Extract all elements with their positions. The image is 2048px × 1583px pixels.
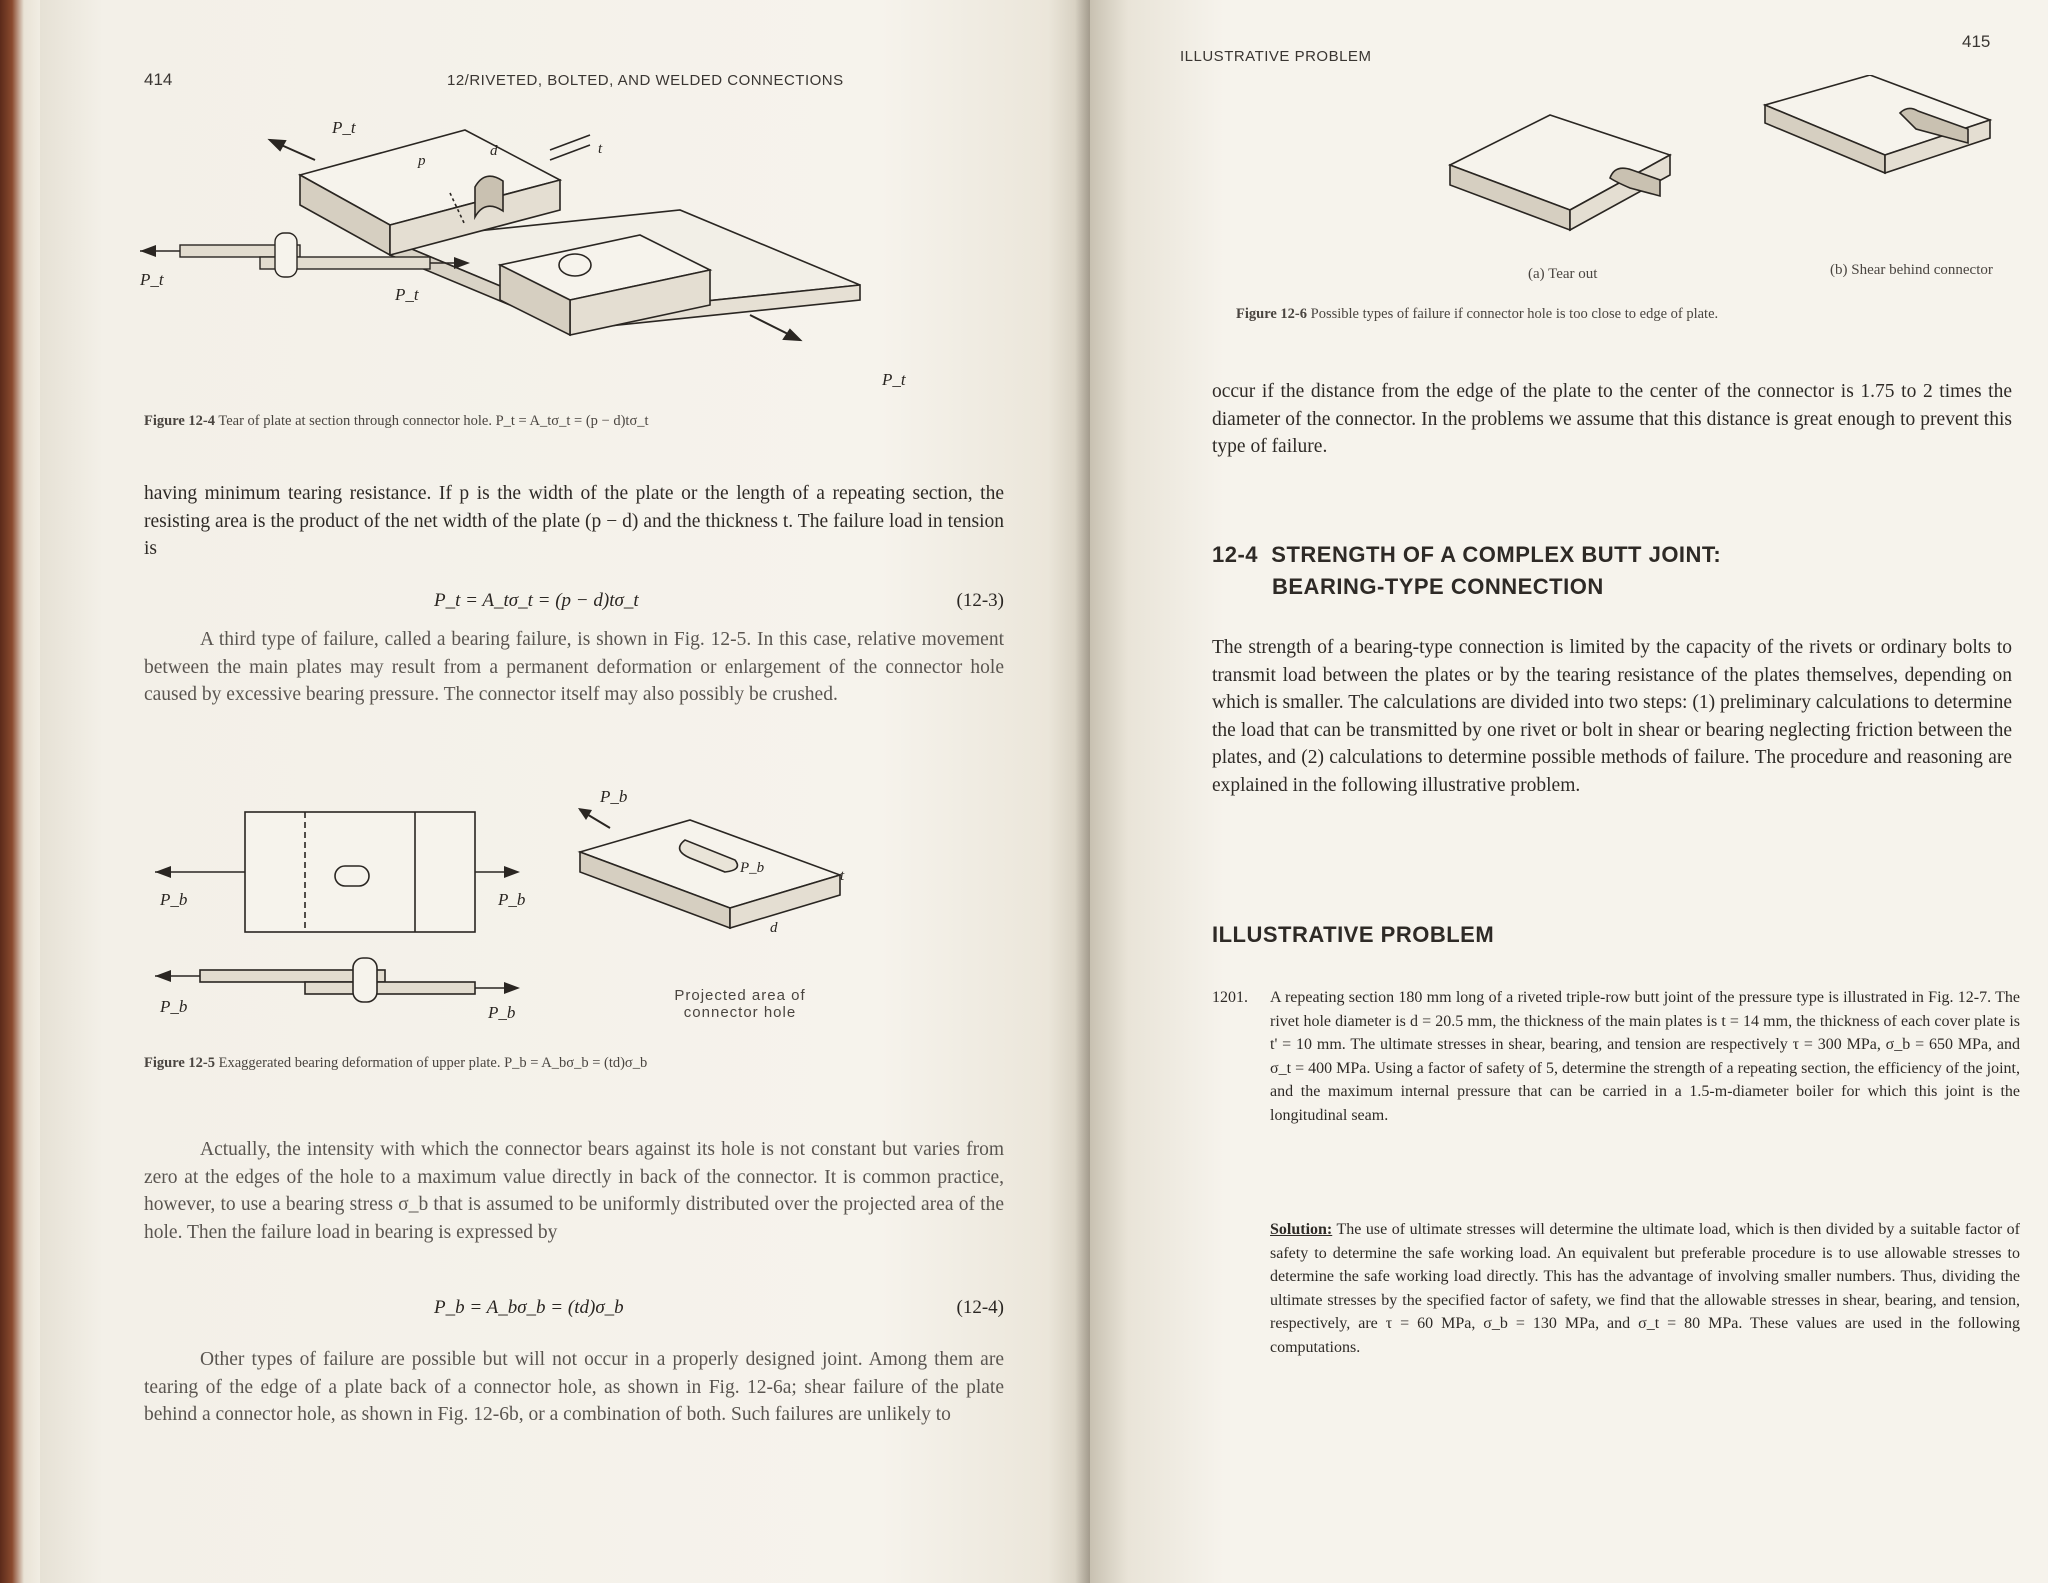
fig-12-5-t-label: t <box>840 868 845 884</box>
equation-12-3-expr: P_t = A_tσ_t = (p − d)tσ_t <box>434 590 639 611</box>
problem-number: 1201. <box>1212 989 1248 1006</box>
solution-text: The use of ultimate stresses will determine the ultimate load, which is then divided by a suitable factor of safety to determine the safe working load. An equivalent but preferable procedure is to use allowable stresses to determine the safe working load directly. This has the advantage of involving smaller numbers. Thus, dividing the ultimate stresses by the specified factor of safety, we find that the allowable stresses in shear, bearing, and tension, respectively, are τ = 60 MPa, σ_b = 130 MPa, and σ_t = 80 MPa. These values are used in the following computations. <box>1270 1221 2020 1356</box>
equation-12-4-expr: P_b = A_bσ_b = (td)σ_b <box>434 1297 624 1318</box>
figure-12-6-caption <box>1236 306 1718 323</box>
figure-12-5-caption-text: Exaggerated bearing deformation of upper plate. P_b = A_bσ_b = (td)σ_b <box>218 1055 648 1071</box>
projected-area-label-line-1: Projected area of <box>674 987 806 1004</box>
page-stack-edge <box>0 0 40 1583</box>
solution-label: Solution: <box>1270 1221 1333 1238</box>
fig-12-5-pb-label-hole: P_b <box>740 860 765 876</box>
left-paragraph-1: having minimum tearing resistance. If p is the width of the plate or the length of a repeating section, the resisting area is the product of the net width of the plate (p − d) and the thickness t. The failure load in tension is <box>144 483 1004 559</box>
equation-12-4 <box>144 1297 1004 1319</box>
figure-12-6a-label: (a) Tear out <box>1528 266 1598 282</box>
fig-12-4-pt-label-top: P_t <box>332 118 356 137</box>
right-paragraph-2: The strength of a bearing-type connection is limited by the capacity of the rivets or ordinary bolts to transmit load between the plates or by the tearing resistance of the plates themselves, depending on which is smaller. The calculations are divided into two steps: (1) preliminary calculations to determine the load that can be transmitted by one rivet or bolt in shear or bearing neglecting friction between the plates, and (2) calculations to determine possible methods of failure. The procedure and reasoning are explained in the following illustrative problem. <box>1212 637 2012 796</box>
left-paragraph-3: Actually, the intensity with which the connector bears against its hole is not constant but varies from zero at the edges of the hole to a maximum value directly in back of the connector. It is common practice, however, to use a bearing stress σ_b that is assumed to be uniformly distributed over the projected area of the hole. Then the failure load in bearing is expressed by <box>144 1139 1004 1243</box>
figure-12-6-caption-label: Figure 12-6 <box>1236 306 1308 322</box>
fig-12-5-pb-label-sec-left: P_b <box>160 997 188 1016</box>
left-page <box>40 0 1090 1583</box>
fig-12-5-pb-label-sec-right: P_b <box>488 1003 516 1022</box>
figure-12-4-caption-text: Tear of plate at section through connector hole. P_t = A_tσ_t = (p − d)tσ_t <box>218 413 649 429</box>
illustrative-problem-heading: ILLUSTRATIVE PROBLEM <box>1212 922 1495 947</box>
running-head-left: 12/RIVETED, BOLTED, AND WELDED CONNECTIONS <box>447 72 844 89</box>
figure-12-6-diagram <box>1430 75 2030 265</box>
right-paragraph-1: occur if the distance from the edge of the plate to the center of the connector is 1.75 to 2 times the diameter of the connector. In the problems we assume that this distance is great enough to prevent this type of failure. <box>1212 381 2012 457</box>
left-paragraph-4: Other types of failure are possible but will not occur in a properly designed joint. Among them are tearing of the edge of a plate back of a connector hole, as shown in Fig. 12-6a; shear failure of the plate behind a connector hole, as shown in Fig. 12-6b, or a combination of both. Such failures are unlikely to <box>144 1349 1004 1425</box>
figure-12-5-caption <box>144 1055 647 1072</box>
fig-12-4-d-label: d <box>490 143 498 159</box>
right-page <box>1090 0 2048 1583</box>
fig-12-4-pt-label-right: P_t <box>882 370 906 389</box>
section-title-line-2: BEARING-TYPE CONNECTION <box>1272 574 1604 599</box>
figure-12-6b-label: (b) Shear behind connector <box>1830 262 1993 278</box>
fig-12-4-pt-label-bottom: P_t <box>395 285 419 304</box>
equation-12-4-number: (12-4) <box>956 1297 1004 1318</box>
figure-12-4-caption-label: Figure 12-4 <box>144 413 216 429</box>
section-12-4-heading <box>1212 542 2012 600</box>
running-head-right: ILLUSTRATIVE PROBLEM <box>1180 48 1372 65</box>
figure-12-6-caption-text: Possible types of failure if connector hole is too close to edge of plate. <box>1310 306 1719 322</box>
fig-12-4-t-label: t <box>598 141 603 157</box>
figure-12-5-caption-label: Figure 12-5 <box>144 1055 216 1071</box>
fig-12-4-p-label: p <box>418 153 426 169</box>
fig-12-4-pt-label-left: P_t <box>140 270 164 289</box>
left-paragraph-2: A third type of failure, called a bearing failure, is shown in Fig. 12-5. In this case, relative movement between the main plates may result from a permanent deformation or enlargement of the connector hole caused by excessive bearing pressure. The connector itself may also possibly be crushed. <box>144 629 1004 705</box>
fig-12-5-pb-label-right: P_b <box>498 890 526 909</box>
section-number: 12-4 <box>1212 542 1259 567</box>
figure-12-4-caption <box>144 413 649 430</box>
equation-12-3 <box>144 590 1004 612</box>
fig-12-5-pb-label-top: P_b <box>600 787 628 806</box>
equation-12-3-number: (12-3) <box>956 590 1004 611</box>
projected-area-label <box>640 987 840 1021</box>
solution-block <box>1270 1218 2020 1359</box>
page-number-left: 414 <box>144 70 173 89</box>
fig-12-5-d-label: d <box>770 920 778 936</box>
figure-12-4-diagram <box>120 105 940 395</box>
problem-text: A repeating section 180 mm long of a riveted triple-row butt joint of the pressure type is illustrated in Fig. 12-7. The rivet hole diameter is d = 20.5 mm, the thickness of the main plates is t = 14 mm, the thickness of each cover plate is t' = 10 mm. The ultimate stresses in shear, bearing, and tension are respectively τ = 300 MPa, σ_b = 650 MPa, and σ_t = 400 MPa. Using a factor of safety of 5, determine the strength of a repeating section, the efficiency of the joint, and the maximum internal pressure that can be carried in a 1.5-m-diameter boiler for which this joint is the longitudinal seam. <box>1270 989 2020 1124</box>
projected-area-label-line-2: connector hole <box>683 1004 797 1021</box>
section-title-line-1: STRENGTH OF A COMPLEX BUTT JOINT: <box>1271 542 1722 567</box>
page-number-right: 415 <box>1962 32 1991 51</box>
fig-12-5-pb-label-left: P_b <box>160 890 188 909</box>
